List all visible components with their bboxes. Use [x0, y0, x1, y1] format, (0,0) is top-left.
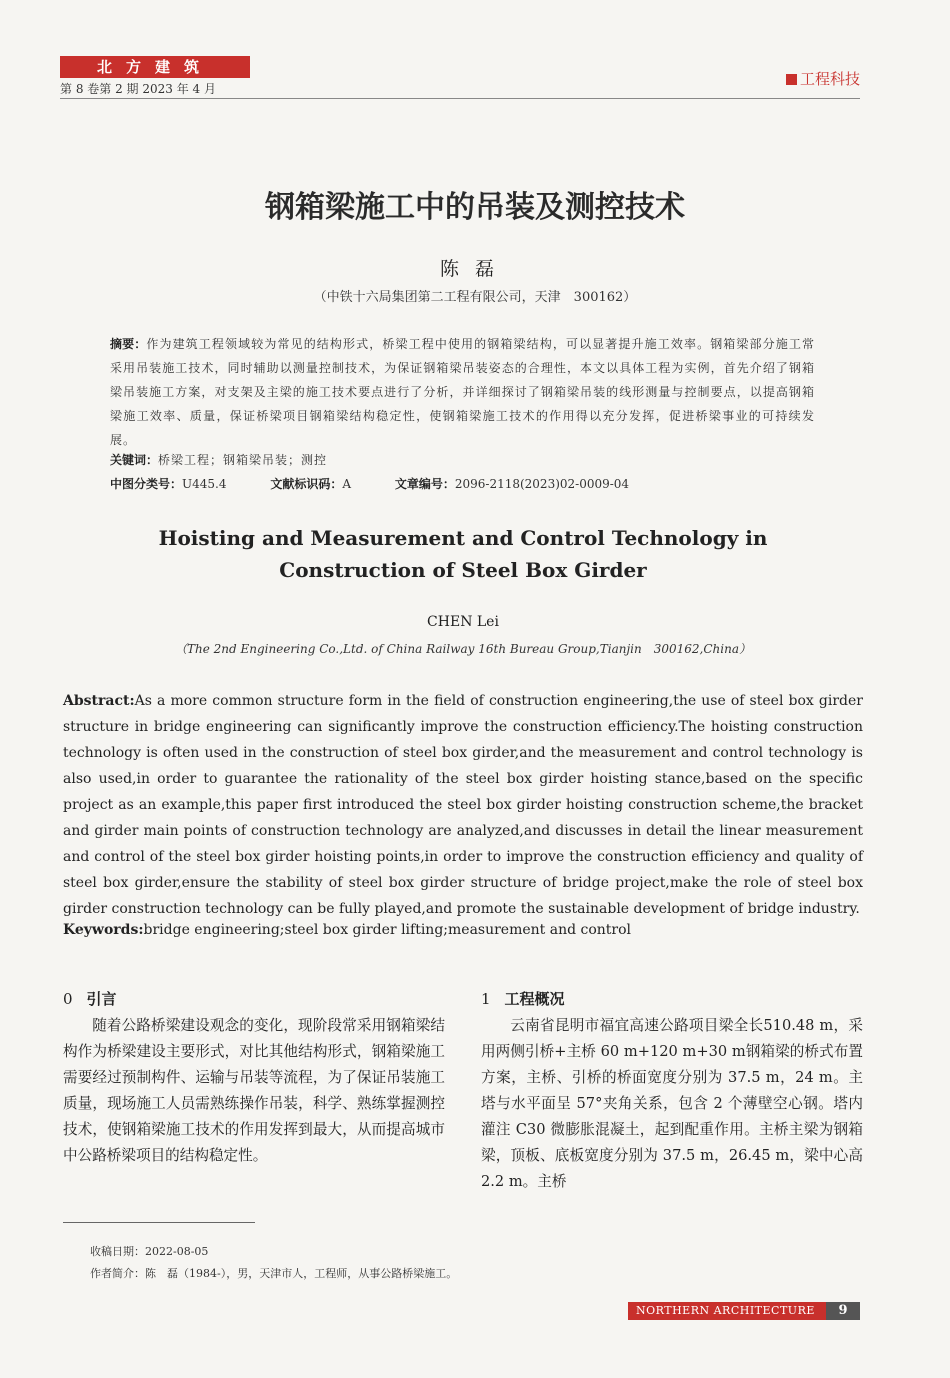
footnote-received: 收稿日期：2022-08-05	[90, 1245, 209, 1258]
section-number: 1	[481, 990, 491, 1008]
footer-journal-name: NORTHERN ARCHITECTURE	[636, 1304, 815, 1317]
page-number: 9	[826, 1302, 860, 1320]
title-en-line-1: Hoisting and Measurement and Control Technology in	[158, 526, 768, 550]
section-heading	[481, 988, 863, 1009]
header-divider	[60, 98, 860, 99]
article-no-value: 2096-2118(2023)02-0009-04	[454, 477, 630, 491]
abstract-cn-text: 作为建筑工程领域较为常见的结构形式，桥梁工程中使用的钢箱梁结构，可以显著提升施工效率。钢箱梁部分施工常采用吊装施工技术，同时辅助以测量控制技术，为保证钢箱梁吊装姿态的合理性，本文以具体工程为实例，首先介绍了钢箱梁吊装施工方案，对支架及主梁的施工技术要点进行了分析，并详细探讨了钢箱梁吊装的线形测量与控制要点，以提高钢箱梁施工效率、质量，保证桥梁项目钢箱梁结构稳定性，使钢箱梁施工技术的作用得以充分发挥，促进桥梁事业的可持续发展。	[110, 337, 815, 447]
section-number: 0	[63, 990, 73, 1008]
article-title-cn: 钢箱梁施工中的吊装及测控技术	[265, 190, 685, 225]
keywords-cn-label: 关键词：	[110, 453, 159, 467]
title-en-line-2: Construction of Steel Box Girder	[279, 558, 647, 582]
keywords-en	[63, 922, 631, 938]
section-tag-label: 工程科技	[799, 70, 860, 88]
clc-value: U445.4	[182, 477, 227, 491]
classification-row	[110, 475, 669, 492]
issue-info: 第 8 卷第 2 期 2023 年 4 月	[60, 82, 216, 96]
journal-banner: 北方建筑	[60, 56, 250, 78]
abstract-en	[63, 688, 863, 922]
author-name-en: CHEN Lei	[427, 614, 499, 630]
affiliation-en: （The 2nd Engineering Co.,Ltd. of China Railway 16th Bureau Group,Tianjin 300162,China）	[174, 642, 751, 656]
abstract-en-label: Abstract:	[63, 693, 135, 709]
abstract-en-text: As a more common structure form in the field of construction engineering,the use of steel box girder structure in bridge engineering can significantly improve the construction efficiency.The hoisting construction technology is often used in the construction of steel box girder,and the measurement and control technology is also used,in order to guarantee the rationality of the steel box girder hoisting stance,based on the specific project as an example,this paper first introduced the steel box girder hoisting construction scheme,the bracket and girder main points of construction technology are analyzed,and discusses in detail the linear measurement and control of the steel box girder hoisting points,in order to improve the construction efficiency and quality of steel box girder,ensure the stability of steel box girder structure of bridge project,make the role of steel box girder construction technology can be fully played,and promote the sustainable development of bridge industry.	[63, 693, 863, 917]
clc-label: 中图分类号：	[110, 477, 183, 491]
doc-code-value: A	[342, 477, 351, 491]
article-title-en	[0, 522, 926, 586]
doc-code-label: 文献标识码：	[270, 477, 343, 491]
section-square-icon	[786, 74, 797, 85]
section-body: 云南省昆明市福宜高速公路项目梁全长510.48 m，采用两侧引桥+主桥 60 m+120 m+30 m钢箱梁的桥式布置方案，主桥、引桥的桥面宽度分别为 37.5 m，24 m。主塔与水平面呈 57°夹角关系，包含 2 个薄壁空心钢。塔内灌注 C30 微膨胀混凝土，起到配重作用。主桥主梁为钢箱梁，顶板、底板宽度分别为 37.5 m，26.45 m，梁中心高 2.2 m。主桥	[481, 1017, 863, 1190]
section-title: 引言	[86, 990, 117, 1008]
section-body: 随着公路桥梁建设观念的变化，现阶段常采用钢箱梁结构作为桥梁建设主要形式，对比其他结构形式，钢箱梁施工需要经过预制构件、运输与吊装等流程，为了保证吊装施工质量，现场施工人员需熟练操作吊装，科学、熟练掌握测控技术，使钢箱梁施工技术的作用发挥到最大，从而提高城市中公路桥梁项目的结构稳定性。	[63, 1017, 445, 1164]
abstract-cn	[110, 332, 815, 452]
keywords-cn	[110, 451, 327, 468]
abstract-cn-label: 摘要：	[110, 337, 147, 351]
article-no-label: 文章编号：	[394, 477, 455, 491]
affiliation-cn: （中铁十六局集团第二工程有限公司，天津 300162）	[313, 290, 637, 305]
author-name-cn: 陈磊	[439, 258, 510, 280]
section-tag	[786, 68, 860, 89]
footnote-divider	[63, 1222, 255, 1223]
keywords-cn-text: 桥梁工程；钢箱梁吊装；测控	[158, 453, 328, 467]
keywords-en-text: bridge engineering;steel box girder lifting;measurement and control	[143, 922, 632, 938]
footnote-author-bio: 作者简介：陈 磊（1984-），男，天津市人，工程师，从事公路桥梁施工。	[90, 1267, 458, 1280]
section-introduction	[63, 988, 445, 1169]
section-title: 工程概况	[504, 990, 565, 1008]
keywords-en-label: Keywords:	[63, 922, 144, 938]
section-heading	[63, 988, 445, 1009]
section-project-overview	[481, 988, 863, 1195]
